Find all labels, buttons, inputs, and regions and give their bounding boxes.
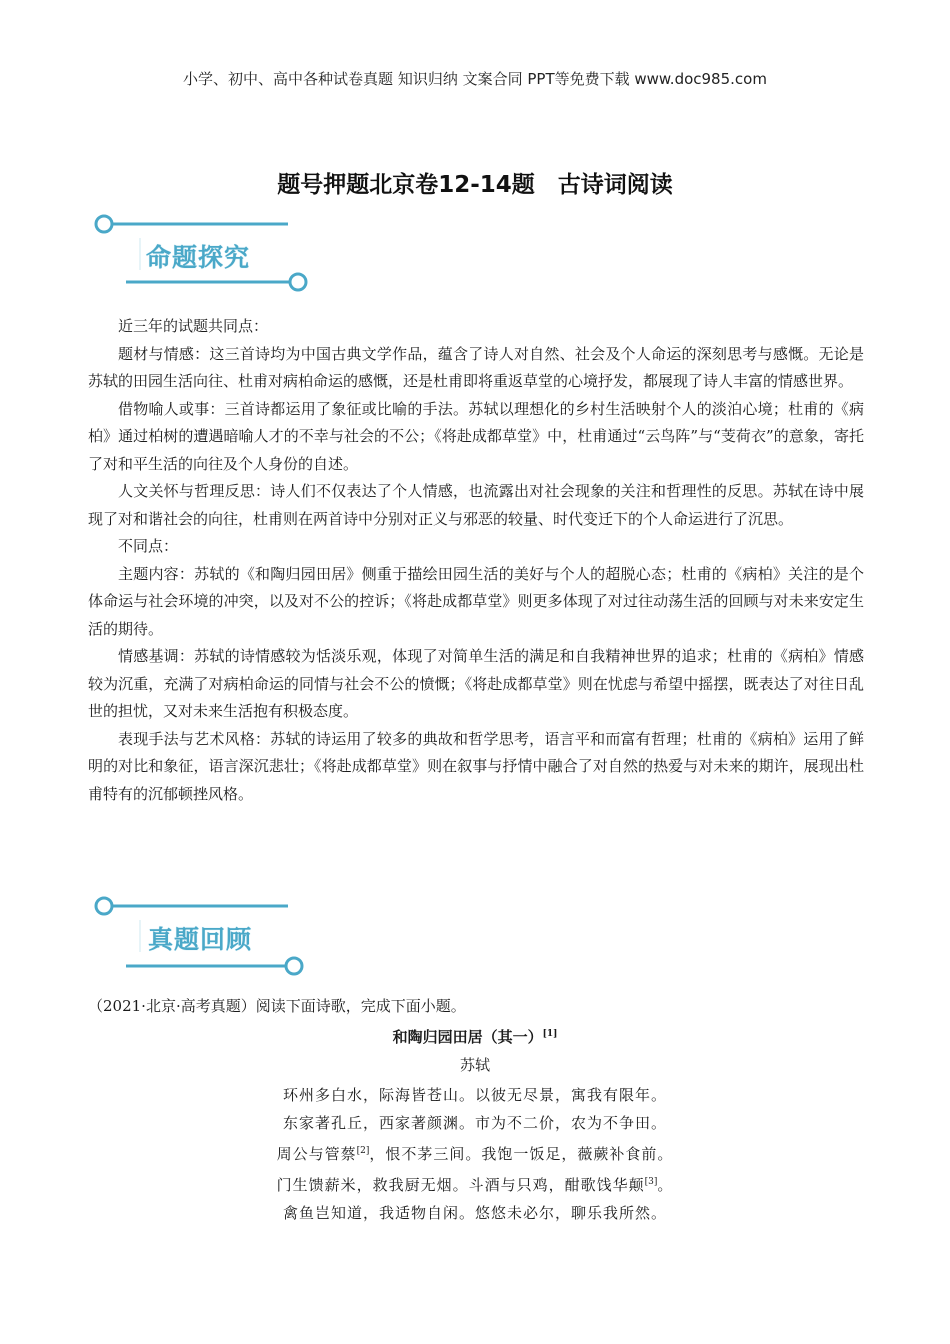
poem-body: [0, 1081, 950, 1227]
section-label-research: 命题探究: [146, 243, 251, 272]
section-header-research: [88, 208, 328, 304]
poem-title: [0, 1026, 950, 1047]
footnote-marker: [2]: [356, 1146, 370, 1156]
paragraph: 近三年的试题共同点：: [118, 317, 269, 335]
poem-line: 禽鱼岂知道，我适物自闲。悠悠未必尔，聊乐我所然。: [282, 1204, 667, 1222]
poem-line: 环州多白水，际海皆苍山。以彼无尽景，寓我有限年。: [282, 1086, 667, 1104]
paragraph: 题材与情感：这三首诗均为中国古典文学作品，蕴含了诗人对自然、社会及个人命运的深刻思考与感慨。无论是苏轼的田园生活向往、杜甫对病柏命运的感慨，还是杜甫即将重返草堂的心境抒发，都展现了诗人丰富的情感世界。: [88, 344, 864, 390]
section-header-review: [88, 890, 328, 986]
paragraph: 借物喻人或事：三首诗都运用了象征或比喻的手法。苏轼以理想化的乡村生活映射个人的淡泊心境；杜甫的《病柏》通过柏树的遭遇暗喻人才的不幸与社会的不公；《将赴成都草堂》中，杜甫通过“云鸟阵”与“芰荷衣”的意象，寄托了对和平生活的向往及个人身份的自述。: [88, 399, 864, 473]
footnote-marker: [3]: [644, 1177, 658, 1187]
poem-line-part: ，恨不茅三间。我饱一饭足，薇蕨补食前。: [369, 1145, 674, 1163]
poem-title-text: 和陶归园田居（其一）: [392, 1028, 543, 1046]
poem-line: 东家著孔丘，西家著颜渊。市为不二价，农为不争田。: [282, 1114, 667, 1132]
analysis-text: [88, 313, 864, 808]
site-banner: 小学、初中、高中各种试卷真题 知识归纳 文案合同 PPT等免费下载 www.doc985.com: [183, 70, 767, 88]
paragraph: 不同点：: [118, 537, 179, 555]
question-source: （2021·北京·高考真题）阅读下面诗歌，完成下面小题。: [88, 997, 466, 1015]
page-title: 题号押题北京卷12-14题 古诗词阅读: [277, 172, 673, 198]
poem-line: [0, 1137, 950, 1168]
section-label-review: 真题回顾: [148, 925, 253, 954]
poem-line-part: 。: [657, 1176, 674, 1194]
poem-author: 苏轼: [459, 1056, 490, 1074]
poem-line-part: 门生馈薪米，救我厨无烟。斗酒与只鸡，酣歌饯华颠: [276, 1176, 645, 1194]
paragraph: 情感基调：苏轼的诗情感较为恬淡乐观，体现了对简单生活的满足和自我精神世界的追求；杜甫的《病柏》情感较为沉重，充满了对病柏命运的同情与社会不公的愤慨；《将赴成都草堂》则在忧虑与希望中摇摆，既表达了对往日乱世的担忧，又对未来生活抱有积极态度。: [88, 647, 864, 720]
poem-line-part: 周公与管蔡: [276, 1145, 357, 1163]
poem-line: [0, 1168, 950, 1199]
paragraph: 人文关怀与哲理反思：诗人们不仅表达了个人情感，也流露出对社会现象的关注和哲理性的反思。苏轼在诗中展现了对和谐社会的向往，杜甫则在两首诗中分别对正义与邪恶的较量、时代变迁下的个人命运进行了沉思。: [88, 482, 864, 528]
paragraph: 主题内容：苏轼的《和陶归园田居》侧重于描绘田园生活的美好与个人的超脱心态；杜甫的《病柏》关注的是个体命运与社会环境的冲突，以及对不公的控诉；《将赴成都草堂》则更多体现了对过往动荡生活的回顾与对未来安定生活的期待。: [88, 564, 864, 638]
footnote-marker: [1]: [542, 1029, 558, 1039]
paragraph: 表现手法与艺术风格：苏轼的诗运用了较多的典故和哲学思考，语言平和而富有哲理；杜甫的《病柏》运用了鲜明的对比和象征，语言深沉悲壮；《将赴成都草堂》则在叙事与抒情中融合了对自然的热爱与对未来的期许，展现出杜甫特有的沉郁顿挫风格。: [88, 729, 864, 803]
